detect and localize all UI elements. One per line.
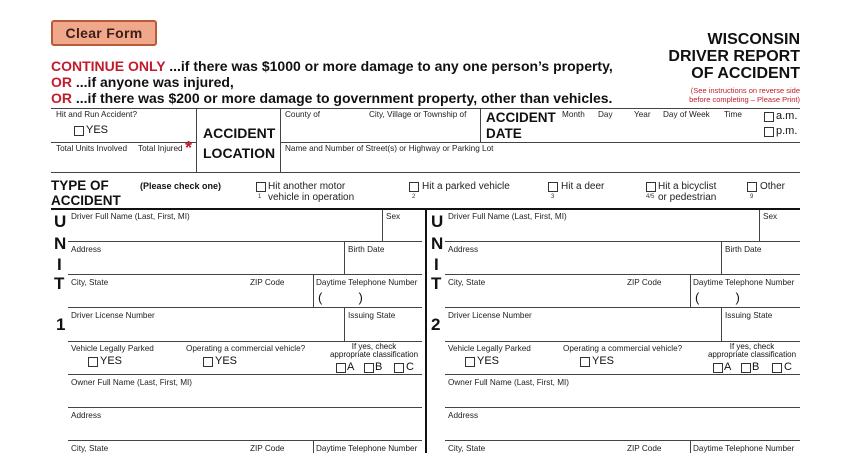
opt1-line-2: vehicle in operation [268, 192, 355, 203]
year-label: Year [634, 110, 651, 119]
unit-2-address-label: Address [448, 245, 479, 254]
time-label: Time [724, 110, 742, 119]
unit-2-owner-phone-label: Daytime Telephone Number [693, 444, 795, 453]
unit-1-if-yes-1: If yes, check [351, 342, 397, 351]
pm-label: p.m. [776, 125, 798, 137]
month-label: Month [562, 110, 585, 119]
total-injured-label: Total Injured [138, 144, 183, 153]
unit-1-commercial-label: Operating a commercial vehicle? [186, 344, 306, 353]
type-of-accident-heading [51, 178, 121, 208]
unit-2-commercial-label: Operating a commercial vehicle? [563, 344, 683, 353]
intro-line-1 [51, 58, 613, 74]
intro-line-2 [51, 74, 234, 90]
unit-2-letter-n: N [431, 234, 444, 253]
unit-1-driver-name-label: Driver Full Name (Last, First, MI) [71, 212, 190, 221]
type-other-checkbox[interactable] [747, 182, 757, 192]
type-hit-deer-checkbox[interactable] [548, 182, 558, 192]
unit-2-class-a-label: A [724, 361, 732, 373]
type-hit-motor-vehicle-label [268, 181, 354, 203]
clear-form-button[interactable] [51, 20, 157, 46]
location-word: LOCATION [203, 145, 276, 161]
clear-form-label: Clear Form [65, 25, 143, 41]
day-of-week-label: Day of Week [663, 110, 710, 119]
type-hit-motor-vehicle-checkbox[interactable] [256, 182, 266, 192]
unit-1-owner-city-label: City, State [71, 444, 109, 453]
intro-text-3: ...if there was $200 or more damage to government property, other than vehicles. [75, 90, 613, 106]
accident-date-heading [486, 110, 556, 142]
opt2-number: 2 [412, 194, 416, 200]
unit-2-commercial-yes-label: YES [592, 355, 615, 367]
unit-2-class-b-label: B [752, 361, 760, 373]
accident-word-2: ACCIDENT [51, 193, 121, 208]
unit-2-class-a-checkbox[interactable] [713, 363, 723, 373]
unit-1-license-label: Driver License Number [71, 311, 155, 320]
type-other-label: Other [760, 181, 786, 192]
intro-text-1: ...if there was $1000 or more damage to any one person’s property, [169, 58, 613, 74]
unit-2-owner-address-label: Address [448, 411, 479, 420]
unit-2-owner-name-label: Owner Full Name (Last, First, MI) [448, 378, 570, 387]
unit-2-phone-label: Daytime Telephone Number [693, 278, 795, 287]
am-checkbox[interactable] [764, 112, 774, 122]
unit-1-owner-zip-label: ZIP Code [250, 444, 285, 453]
opt1-line-1: Hit another motor [268, 181, 346, 192]
unit-1-class-c-label: C [406, 361, 414, 373]
unit-2-letter-u: U [431, 212, 444, 231]
unit-1-sex-label: Sex [386, 212, 401, 221]
opt5-number: 9 [750, 194, 754, 200]
unit-2-commercial-yes-checkbox[interactable] [580, 357, 590, 367]
intro-line-3 [51, 90, 612, 106]
accident-date-word-2: DATE [486, 126, 522, 141]
unit-2-number: 2 [431, 315, 441, 334]
unit-1-if-yes [326, 343, 422, 359]
unit-2-phone-paren: ( ) [695, 290, 740, 305]
opt3-number: 3 [551, 194, 555, 200]
unit-1-legally-parked-label: Vehicle Legally Parked [71, 344, 154, 353]
title-line-3: OF ACCIDENT [691, 65, 800, 82]
unit-1-parked-yes-checkbox[interactable] [88, 357, 98, 367]
title-line-1: WISCONSIN [707, 31, 800, 48]
unit-1-if-yes-2: appropriate classification [329, 350, 419, 359]
unit-2-if-yes [704, 343, 800, 359]
unit-1-commercial-yes-checkbox[interactable] [203, 357, 213, 367]
unit-2-if-yes-2: appropriate classification [707, 350, 797, 359]
unit-2-license-label: Driver License Number [448, 311, 532, 320]
or-1: OR [51, 74, 72, 90]
intro-text-2: ...if anyone was injured, [75, 74, 234, 90]
unit-1-class-b-checkbox[interactable] [364, 363, 374, 373]
unit-1-letter-u: U [54, 212, 67, 231]
unit-2-class-b-checkbox[interactable] [741, 363, 751, 373]
unit-1-class-c-checkbox[interactable] [394, 363, 404, 373]
unit-2-class-c-label: C [784, 361, 792, 373]
unit-2-zip-label: ZIP Code [627, 278, 662, 287]
city-village-label: City, Village or Township of [369, 110, 467, 119]
unit-1-owner-name-label: Owner Full Name (Last, First, MI) [71, 378, 193, 387]
accident-date-word-1: ACCIDENT [486, 110, 556, 125]
continue-only: CONTINUE ONLY [51, 58, 166, 74]
hit-and-run-yes-label: YES [86, 124, 109, 136]
opt4-number: 4/5 [646, 194, 655, 200]
type-hit-bicyclist-checkbox[interactable] [646, 182, 656, 192]
hit-and-run-yes-checkbox[interactable] [74, 126, 84, 136]
asterisk-icon: * [185, 138, 193, 158]
accident-location-heading [203, 123, 275, 163]
unit-2-letter-t: T [431, 274, 442, 293]
opt4-line-2: or pedestrian [658, 192, 717, 203]
unit-2-class-c-checkbox[interactable] [772, 363, 782, 373]
unit-1-phone-paren: ( ) [318, 290, 363, 305]
unit-2-city-state-label: City, State [448, 278, 486, 287]
unit-2-driver-name-label: Driver Full Name (Last, First, MI) [448, 212, 567, 221]
unit-2-owner-city-label: City, State [448, 444, 486, 453]
title-line-2: DRIVER REPORT [668, 48, 800, 65]
unit-2-sex-label: Sex [763, 212, 778, 221]
unit-2-if-yes-1: If yes, check [729, 342, 775, 351]
county-label: County of [285, 110, 321, 119]
unit-2-parked-yes-checkbox[interactable] [465, 357, 475, 367]
unit-1-issuing-state-label: Issuing State [348, 311, 396, 320]
unit-2-owner-zip-label: ZIP Code [627, 444, 662, 453]
pm-checkbox[interactable] [764, 127, 774, 137]
type-hit-parked-checkbox[interactable] [409, 182, 419, 192]
street-name-label: Name and Number of Street(s) or Highway or Parking Lot [285, 144, 494, 153]
unit-1-parked-yes-label: YES [100, 355, 123, 367]
unit-2-parked-yes-label: YES [477, 355, 500, 367]
form-title [668, 31, 800, 82]
hit-and-run-label: Hit and Run Accident? [56, 110, 138, 119]
unit-1-zip-label: ZIP Code [250, 278, 285, 287]
unit-1-letter-n: N [54, 234, 67, 253]
unit-1-letter-i: I [57, 255, 62, 274]
or-2: OR [51, 90, 72, 106]
unit-1-number: 1 [56, 315, 66, 334]
type-hit-parked-label: Hit a parked vehicle [422, 181, 510, 192]
type-hit-deer-label: Hit a deer [561, 181, 605, 192]
unit-1-class-b-label: B [375, 361, 383, 373]
unit-1-city-state-label: City, State [71, 278, 109, 287]
unit-1-address-label: Address [71, 245, 102, 254]
unit-1-class-a-label: A [347, 361, 355, 373]
day-label: Day [598, 110, 613, 119]
unit-2-issuing-state-label: Issuing State [725, 311, 773, 320]
total-units-label: Total Units Involved [56, 144, 127, 153]
please-check-label: (Please check one) [140, 181, 222, 191]
title-note-2: before completing – Please Print) [689, 95, 800, 104]
title-note [689, 86, 800, 104]
unit-1-phone-label: Daytime Telephone Number [316, 278, 418, 287]
am-label: a.m. [776, 110, 798, 122]
unit-2-birth-date-label: Birth Date [725, 245, 762, 254]
title-note-1: (See instructions on reverse side [690, 86, 800, 95]
unit-1-birth-date-label: Birth Date [348, 245, 385, 254]
type-hit-bicyclist-label [658, 181, 716, 203]
unit-1-owner-address-label: Address [71, 411, 102, 420]
unit-1-class-a-checkbox[interactable] [336, 363, 346, 373]
accident-word: ACCIDENT [203, 125, 276, 141]
unit-1-owner-phone-label: Daytime Telephone Number [316, 444, 418, 453]
type-of-word: TYPE OF [51, 178, 109, 193]
opt4-line-1: Hit a bicyclist [658, 181, 717, 192]
unit-2-legally-parked-label: Vehicle Legally Parked [448, 344, 531, 353]
opt1-number: 1 [258, 194, 262, 200]
unit-2-letter-i: I [434, 255, 439, 274]
unit-1-commercial-yes-label: YES [215, 355, 238, 367]
unit-1-letter-t: T [54, 274, 65, 293]
